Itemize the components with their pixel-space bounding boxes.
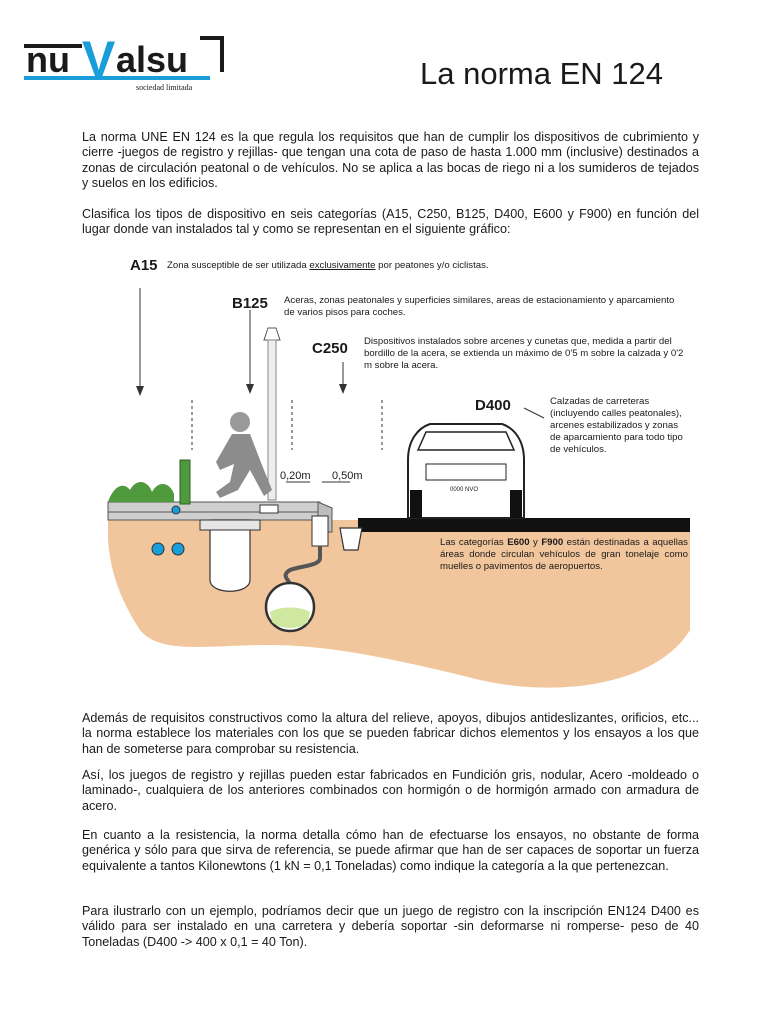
a15-arrowhead xyxy=(136,386,144,396)
zone-dividers xyxy=(192,400,382,450)
measure-050: 0,50m xyxy=(332,470,363,482)
street-gully xyxy=(340,528,362,550)
e600-desc-post: están destinadas a aquellas áreas donde circulan vehículos de gran tonelaje como muelles o pavimentos de aeropuertos. xyxy=(440,537,688,572)
body-paragraph-5: En cuanto a la resistencia, la norma detalla cómo han de efectuarse los ensayos, no obstante de forma genérica y sólo para que sirva de referencia, se puede afirmar que han de ser capaces de soportar un fuerza equivalente a tantos Kilonewtons (1 kN = 0,1 Toneladas) como indique la categoría a la que pertenezcan. xyxy=(82,828,699,873)
chamber-cover xyxy=(200,520,260,530)
c250-arrowhead xyxy=(339,384,347,394)
pedestrian-head xyxy=(230,412,250,432)
en124-diagram xyxy=(100,250,700,700)
category-e600-label: E600 xyxy=(507,537,530,548)
category-f900-label: F900 xyxy=(541,537,564,548)
body-paragraph-4: Así, los juegos de registro y rejillas pueden estar fabricados en Fundición gris, nodular, Acero -moldeado o laminado-, cualquiera de los anteriores combinados con hormigón o de hormigón armado con armadura de acero. xyxy=(82,768,699,813)
measure-020: 0,20m xyxy=(280,470,311,482)
e600-desc-pre: Las categorías xyxy=(440,537,508,548)
category-a15-description xyxy=(167,260,607,272)
category-b125-description: Aceras, zonas peatonales y superficies similares, areas de estacionamiento y aparcamiento de varios pisos para coches. xyxy=(284,295,675,318)
sidewalk-grate xyxy=(260,505,278,513)
e600-desc-mid: y xyxy=(529,537,542,548)
conduit-2 xyxy=(172,543,184,555)
road-asphalt xyxy=(358,518,690,532)
logo-subtitle: sociedad limitada xyxy=(136,83,193,92)
logo-text-v: V xyxy=(82,31,116,87)
lamp-head xyxy=(264,328,280,340)
logo-text-right: alsu xyxy=(116,39,189,80)
d400-arrow xyxy=(524,408,544,418)
car-windshield xyxy=(418,432,514,450)
body-paragraph-6: Para ilustrarlo con un ejemplo, podríamos decir que un juego de registro con la inscripción EN124 D400 es válido para ser instalado en una carretera y debería soportar -sin deformarse ni romperse- peso de 40 Toneladas (D400 -> 400 x 0,1 = 40 Ton). xyxy=(82,904,699,949)
bollard xyxy=(180,460,190,504)
a15-desc-underlined: exclusivamente xyxy=(309,260,376,271)
logo-graphic xyxy=(20,26,230,96)
category-b125-label: B125 xyxy=(232,295,268,312)
car-wheel-left xyxy=(410,490,422,518)
a15-desc-pre: Zona susceptible de ser utilizada xyxy=(167,260,310,271)
logo-bracket xyxy=(200,36,224,72)
inspection-chamber xyxy=(210,520,250,591)
logo-text-left: nu xyxy=(26,39,70,80)
pedestrian-body xyxy=(216,434,272,498)
car-wheel-right xyxy=(510,490,522,518)
sidewalk-valve xyxy=(172,506,180,514)
curb-drain xyxy=(312,516,328,546)
sidewalk xyxy=(108,502,320,520)
car-plate: 0000 NVO xyxy=(450,487,479,493)
category-d400-label: D400 xyxy=(475,397,511,414)
b125-arrowhead xyxy=(246,384,254,394)
lamp-post xyxy=(268,340,276,500)
company-logo xyxy=(20,26,230,96)
intro-paragraph-2: Clasifica los tipos de dispositivo en seis categorías (A15, C250, B125, D400, E600 y F900) en función del lugar donde van instalados tal y como se representan en el siguiente gráfico: xyxy=(82,207,699,237)
category-d400-description: Calzadas de carreteras (incluyendo calles peatonales), arcenes estabilizados y zonas de aparcamiento para todo tipo de vehículos. xyxy=(550,396,683,455)
page-title: La norma EN 124 xyxy=(420,56,663,91)
category-c250-description: Dispositivos instalados sobre arcenes y cunetas que, medida a partir del bordillo de la acera, se extienda un máximo de 0'5 m sobre la calzada y 0'2 m sobre la acera. xyxy=(364,336,684,371)
a15-desc-post: por peatones y/o ciclistas. xyxy=(375,260,489,271)
intro-paragraph-1: La norma UNE EN 124 es la que regula los requisitos que han de cumplir los dispositivos de cubrimiento y cierre -juegos de registro y rejillas- que tengan una cota de paso de hasta 1.000 mm (inclusive) destinados a zonas de circulación peatonal o de vehículos. No se aplica a las bocas de riego ni a los sumideros de tejados y suelos en los edificios. xyxy=(82,130,699,190)
car-grille xyxy=(426,464,506,480)
conduit-1 xyxy=(152,543,164,555)
category-c250-label: C250 xyxy=(312,340,348,357)
category-e600-f900-description xyxy=(440,537,688,573)
grass xyxy=(108,482,174,502)
body-paragraph-3: Además de requisitos constructivos como la altura del relieve, apoyos, dibujos antideslizantes, orificios, etc... la norma establece los materiales con los que se pueden fabricar dichos elementos y los ensayos a los que han de someterse para comprobar su resistencia. xyxy=(82,711,699,756)
category-a15-label: A15 xyxy=(130,257,158,274)
